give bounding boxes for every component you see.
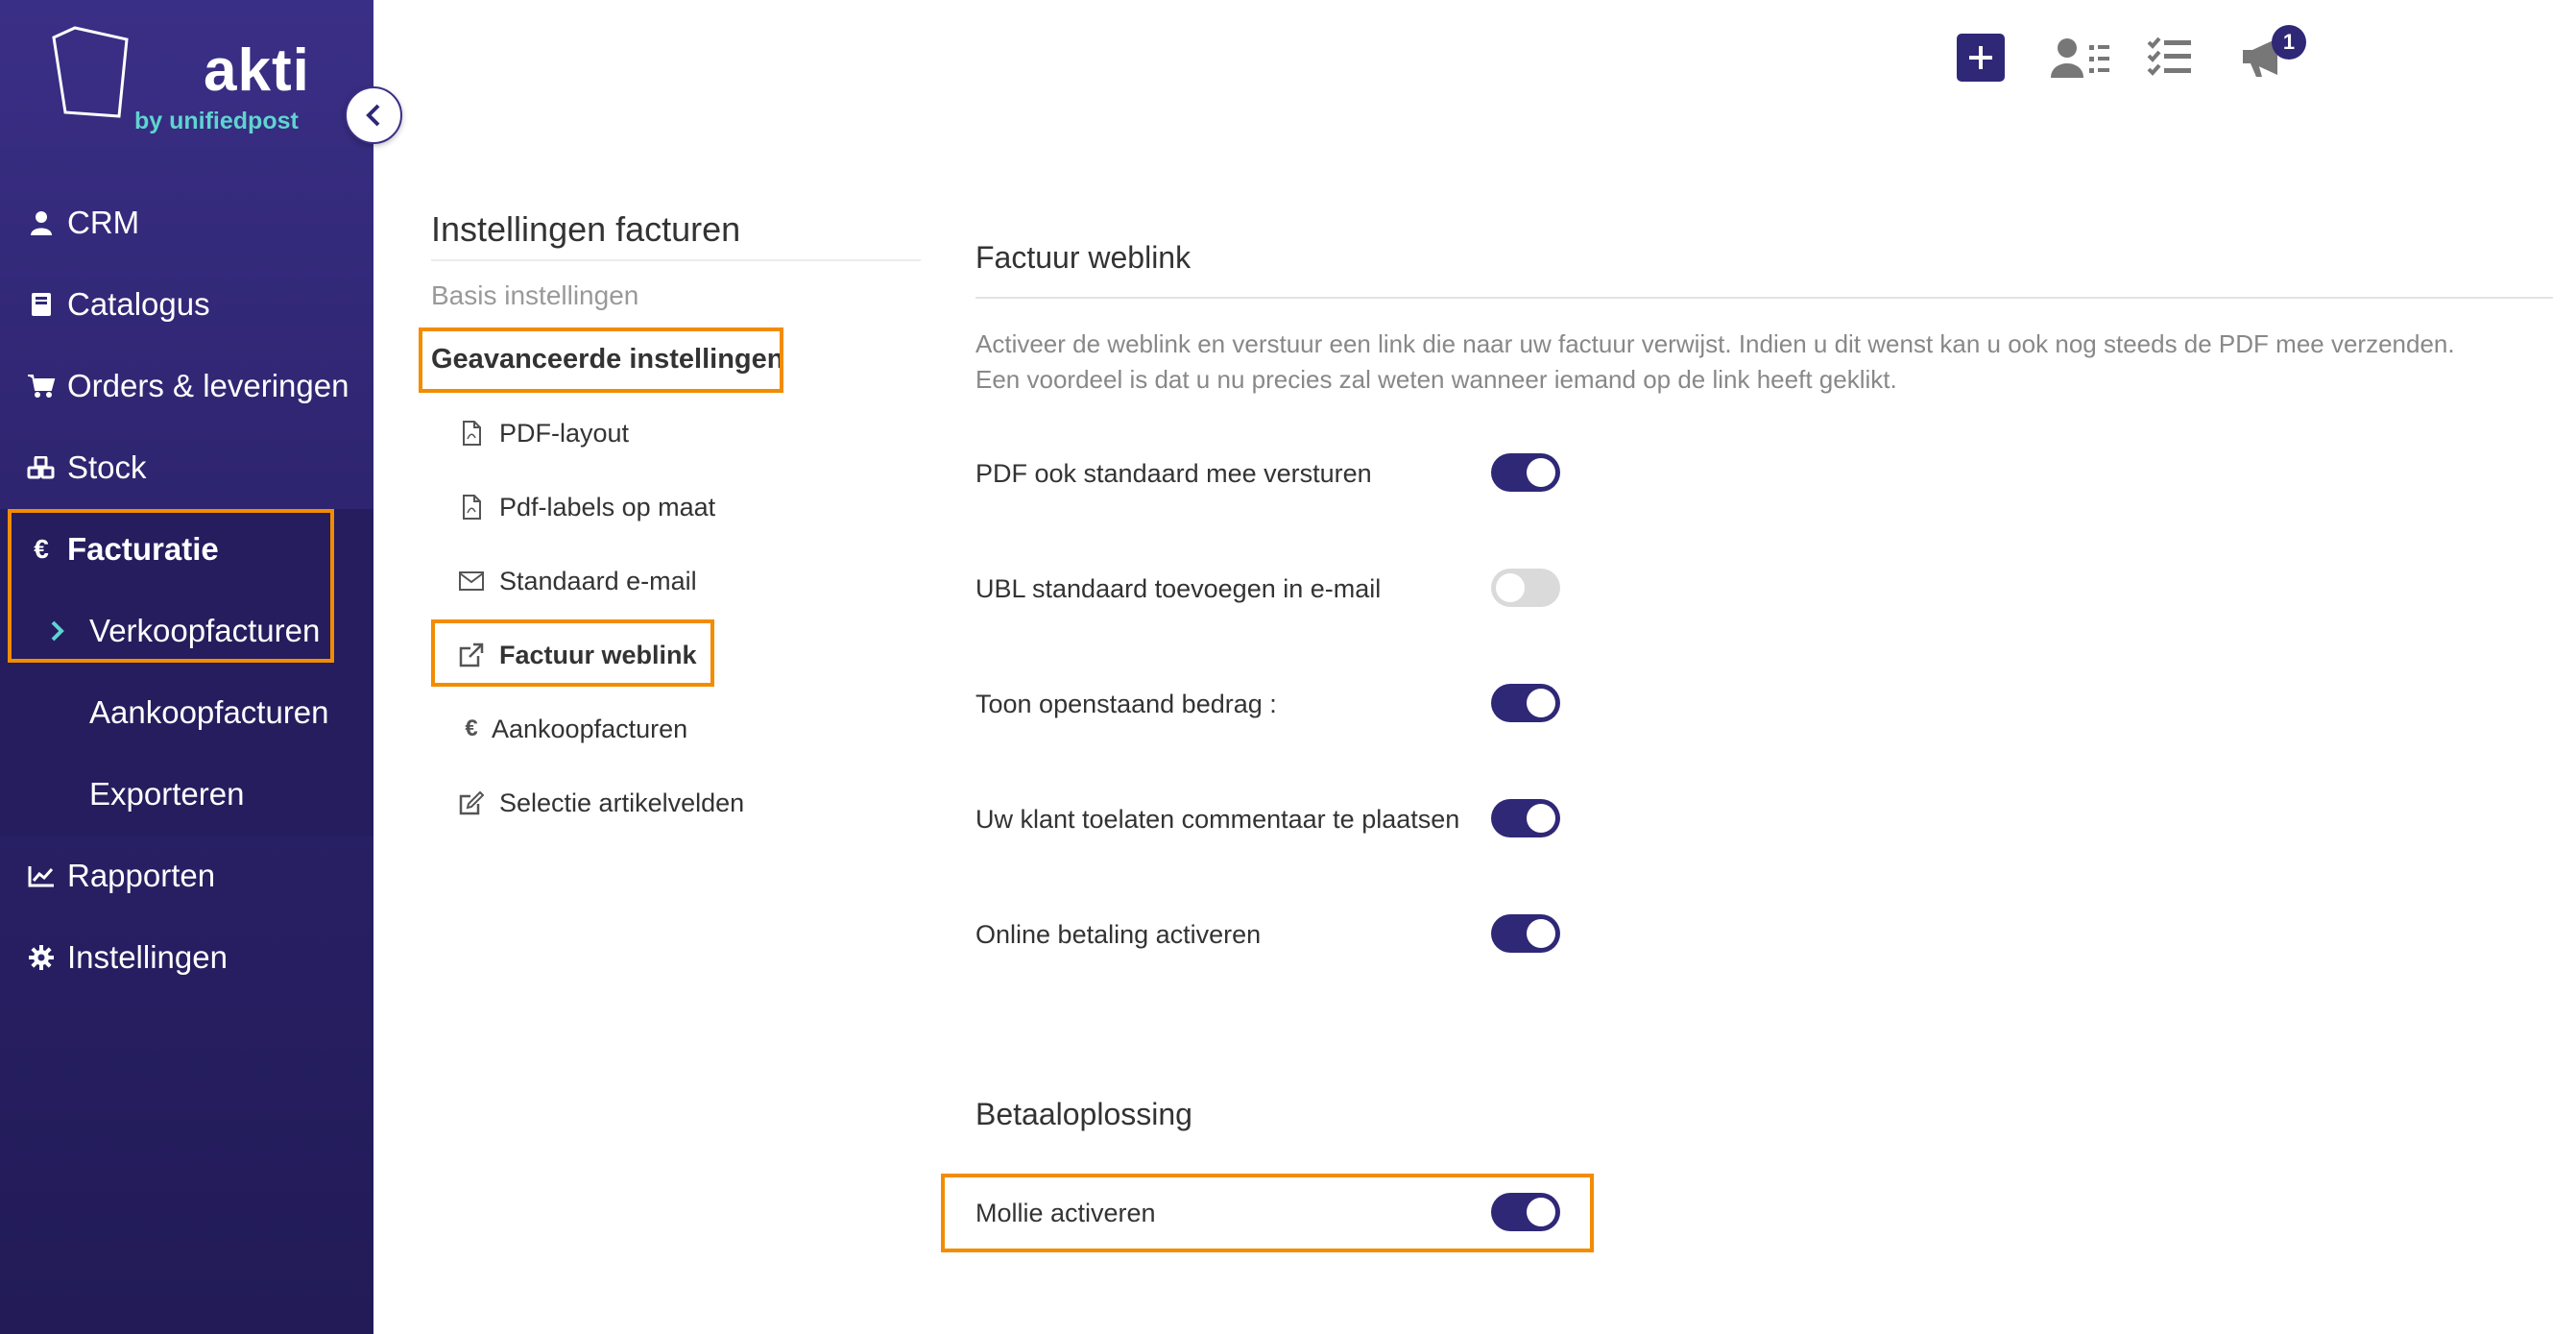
link-label: Standaard e-mail [499,566,697,595]
sidebar-item-instellingen[interactable] [0,924,373,991]
sidebar-item-label: Facturatie [67,531,219,567]
settings-link-pdf-labels[interactable] [459,488,715,526]
link-label: Aankoopfacturen [492,714,688,743]
option-label: PDF ook standaard mee versturen [975,458,1372,488]
sidebar-item-label: Catalogus [67,286,210,322]
plus-icon [1967,44,1994,71]
settings-link-aankoopfacturen[interactable] [459,710,687,748]
euro-icon: € [465,716,478,741]
checklist-icon [2147,36,2193,79]
submenu-item-exporteren[interactable] [0,761,373,828]
settings-link-basis[interactable]: Basis instellingen [431,280,639,310]
sidebar [0,0,373,1334]
toggle-customer-comments[interactable] [1491,799,1560,837]
sidebar-item-stock[interactable] [0,434,373,501]
pdf-file-icon [459,495,484,520]
pdf-file-icon [459,421,484,446]
contacts-button[interactable] [2050,34,2111,82]
submenu-item-aankoopfacturen[interactable] [0,679,373,746]
sidebar-item-label: Orders & leveringen [67,368,349,403]
link-label: Selectie artikelvelden [499,788,745,817]
toggle-knob [1496,573,1525,602]
edit-icon [459,790,484,815]
envelope-icon [459,571,484,591]
option-label: UBL standaard toevoegen in e-mail [975,573,1382,603]
highlight-box [8,509,334,663]
option-label: Toon openstaand bedrag : [975,689,1277,718]
link-label: Pdf-labels op maat [499,492,716,521]
highlight-box [431,619,714,687]
toggle-knob [1527,458,1555,487]
toggle-pdf-standard[interactable] [1491,453,1560,492]
submenu-item-label: Aankoopfacturen [89,694,329,730]
cubes-icon [27,456,56,479]
settings-link-pdf-layout[interactable] [459,414,629,452]
sidebar-item-label: Stock [67,449,147,485]
sidebar-item-label: Rapporten [67,858,216,893]
submenu-item-label: Exporteren [89,776,245,812]
toggle-knob [1527,689,1555,717]
settings-link-standard-email[interactable] [459,562,697,600]
notification-badge: 1 [2272,25,2306,60]
contact-list-icon [2051,36,2110,80]
sidebar-item-rapporten[interactable] [0,842,373,910]
highlight-box [419,327,783,393]
brand-tagline: by unifiedpost [134,108,299,134]
settings-link-artikelvelden[interactable] [459,784,744,822]
description-line: Activeer de weblink en verstuur een link die naar uw factuur verwijst. Indien u dit wenst kan u ook nog steeds de PDF mee verzenden. [975,329,2455,358]
submenu-item-label: Verkoopfacturen [89,613,321,648]
option-label: Mollie activeren [975,1198,1156,1227]
akti-logo-icon [48,24,134,120]
gear-icon [27,945,56,970]
divider [975,297,2553,299]
sidebar-item-orders[interactable] [0,352,373,420]
divider [431,259,921,261]
section-title: Factuur weblink [975,240,1192,275]
link-label: Factuur weblink [499,640,697,669]
toggle-knob [1527,919,1555,948]
user-icon [27,210,56,235]
settings-title: Instellingen facturen [431,209,741,249]
chevron-left-icon [364,103,383,128]
description-line: Een voordeel is dat u nu precies zal weten wanneer iemand op de link heeft geklikt. [975,365,1897,394]
option-label: Online betaling activeren [975,919,1262,949]
sidebar-item-label: Instellingen [67,939,228,975]
toggle-show-open-amount[interactable] [1491,684,1560,722]
sidebar-item-crm[interactable] [0,189,373,256]
sidebar-collapse-button[interactable] [345,86,402,144]
option-label: Uw klant toelaten commentaar te plaatsen [975,804,1460,834]
sidebar-item-catalogus[interactable] [0,271,373,338]
brand-name: akti [204,37,310,104]
payment-section-title: Betaaloplossing [975,1097,1192,1131]
toggle-knob [1527,804,1555,833]
section-description [975,327,2550,398]
settings-link-advanced[interactable]: Geavanceerde instellingen [431,344,784,375]
tasks-button[interactable] [2146,34,2194,82]
book-icon [27,292,56,317]
cart-icon [27,374,56,399]
sidebar-item-label: CRM [67,205,140,240]
toggle-online-payment[interactable] [1491,914,1560,953]
link-label: PDF-layout [499,418,630,448]
euro-icon: € [34,534,49,564]
highlight-box [941,1174,1594,1252]
add-button[interactable] [1957,34,2005,82]
toggle-ubl-email[interactable] [1491,569,1560,607]
chart-icon [27,864,56,887]
